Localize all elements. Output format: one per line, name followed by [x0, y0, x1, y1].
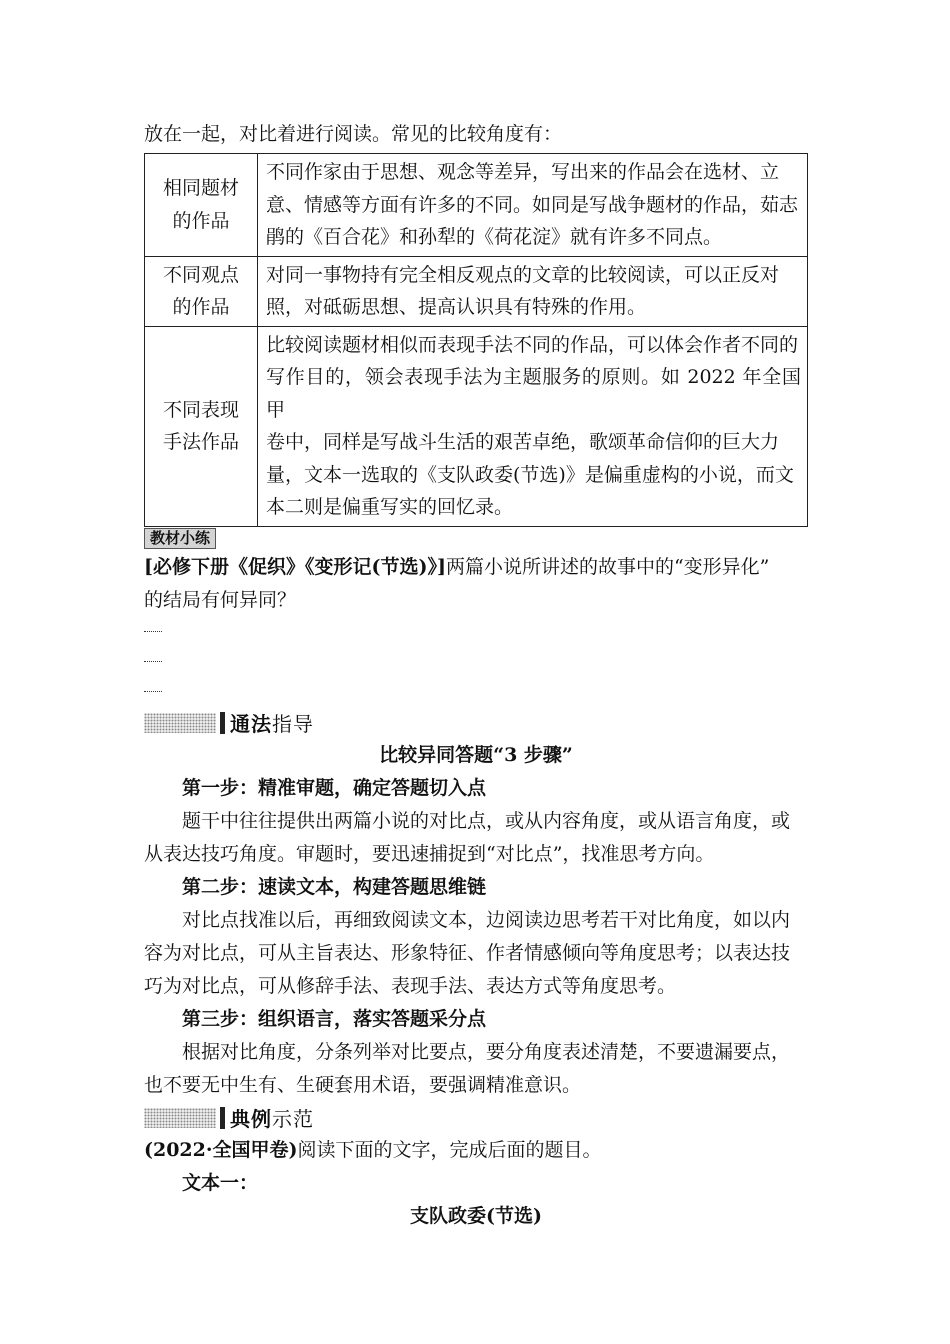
row-value-line: 对同一事物持有完全相反观点的文章的比较阅读，可以正反对: [266, 263, 780, 286]
question-text: 两篇小说所讲述的故事中的“变形异化”: [445, 555, 770, 578]
row-key: [145, 256, 258, 326]
row-value-line: 不同作家由于思想、观念等差异，写出来的作品会在选材、立: [266, 161, 780, 183]
row-value-line: 比较阅读题材相似而表现手法不同的作品，可以体会作者不同的: [266, 333, 799, 356]
row-value: [258, 154, 808, 257]
bar-decoration: [220, 1107, 225, 1129]
section-header-guide: [144, 707, 808, 739]
row-value-line: 鹃的《百合花》和孙犁的《荷花淀》就有许多不同点。: [266, 226, 723, 248]
guide-heading: 比较异同答题“3 步骤”: [379, 743, 573, 766]
row-value-line: 卷中，同样是写战斗生活的艰苦卓绝，歌颂革命信仰的巨大力: [266, 431, 780, 453]
answer-line: [144, 677, 808, 707]
row-key-line: 手法作品: [162, 431, 239, 453]
question-source: [必修下册《促织》《变形记(节选)》]: [144, 555, 446, 578]
text1-label: 文本一：: [182, 1171, 259, 1194]
section-title: 通法指导: [230, 712, 314, 736]
step-title: 第二步：速读文本，构建答题思维链: [182, 875, 487, 898]
answer-line: [144, 617, 808, 647]
row-value-line: 照，对砥砺思想、提高认识具有特殊的作用。: [266, 296, 647, 318]
example-source: (2022·全国甲卷)阅读下面的文字，完成后面的题目。: [144, 1138, 602, 1161]
section-title: 典例示范: [230, 1107, 314, 1131]
row-key-line: 不同观点: [162, 263, 239, 286]
table-row: [145, 154, 808, 257]
row-value: [258, 256, 808, 326]
row-key: [145, 326, 258, 526]
section-header-example: [144, 1102, 808, 1134]
step-paragraph: 题干中往往提供出两篇小说的对比点，或从内容角度，或从语言角度，或 从表达技巧角度。审题时，要迅速捕捉到“对比点”，找准思考方向。: [144, 809, 791, 865]
table-row: [145, 326, 808, 526]
step-paragraph: 根据对比角度，分条列举对比要点，要分角度表述清楚，不要遗漏要点， 也不要无中生有、生硬套用术语，要强调精准意识。: [144, 1040, 791, 1096]
row-value-line: 意、情感等方面有许多的不同。如同是写战争题材的作品，茹志: [266, 193, 799, 216]
row-key-line: 的作品: [172, 296, 230, 318]
row-key-line: 不同表现: [162, 398, 239, 421]
row-value-line: 量，文本一选取的《支队政委(节选)》是偏重虚构的小说，而文: [266, 463, 794, 486]
hatch-decoration: [144, 713, 216, 733]
document-page: [144, 118, 808, 1233]
intro-text: 放在一起，对比着进行阅读。常见的比较角度有：: [144, 123, 563, 145]
question-text-cont: 的结局有何异同？: [144, 588, 297, 611]
row-value: [258, 326, 808, 526]
table-row: [145, 256, 808, 326]
practice-question: [144, 551, 808, 617]
hatch-decoration: [144, 1108, 216, 1128]
row-value-line: 写作目的，领会表现手法为主题服务的原则。如 2022 年全国甲: [266, 366, 801, 421]
row-key: [145, 154, 258, 257]
row-key-line: 相同题材: [162, 177, 239, 200]
text1-title: 支队政委(节选): [410, 1204, 542, 1227]
row-key-line: 的作品: [172, 209, 230, 232]
step-title: 第三步：组织语言，落实答题采分点: [182, 1007, 487, 1030]
comparison-table: [144, 153, 808, 527]
bar-decoration: [220, 712, 225, 734]
practice-tag: 教材小练: [144, 528, 216, 549]
step-title: 第一步：精准审题，确定答题切入点: [182, 776, 487, 799]
row-value-line: 本二则是偏重写实的回忆录。: [266, 496, 514, 518]
answer-line: [144, 647, 808, 677]
step-paragraph: 对比点找准以后，再细致阅读文本，边阅读边思考若干对比角度，如以内 容为对比点，可从主旨表达、形象特征、作者情感倾向等角度思考；以表达技 巧为对比点，可从修辞手法、表现手法、表达方式等角度思考。: [144, 908, 791, 997]
